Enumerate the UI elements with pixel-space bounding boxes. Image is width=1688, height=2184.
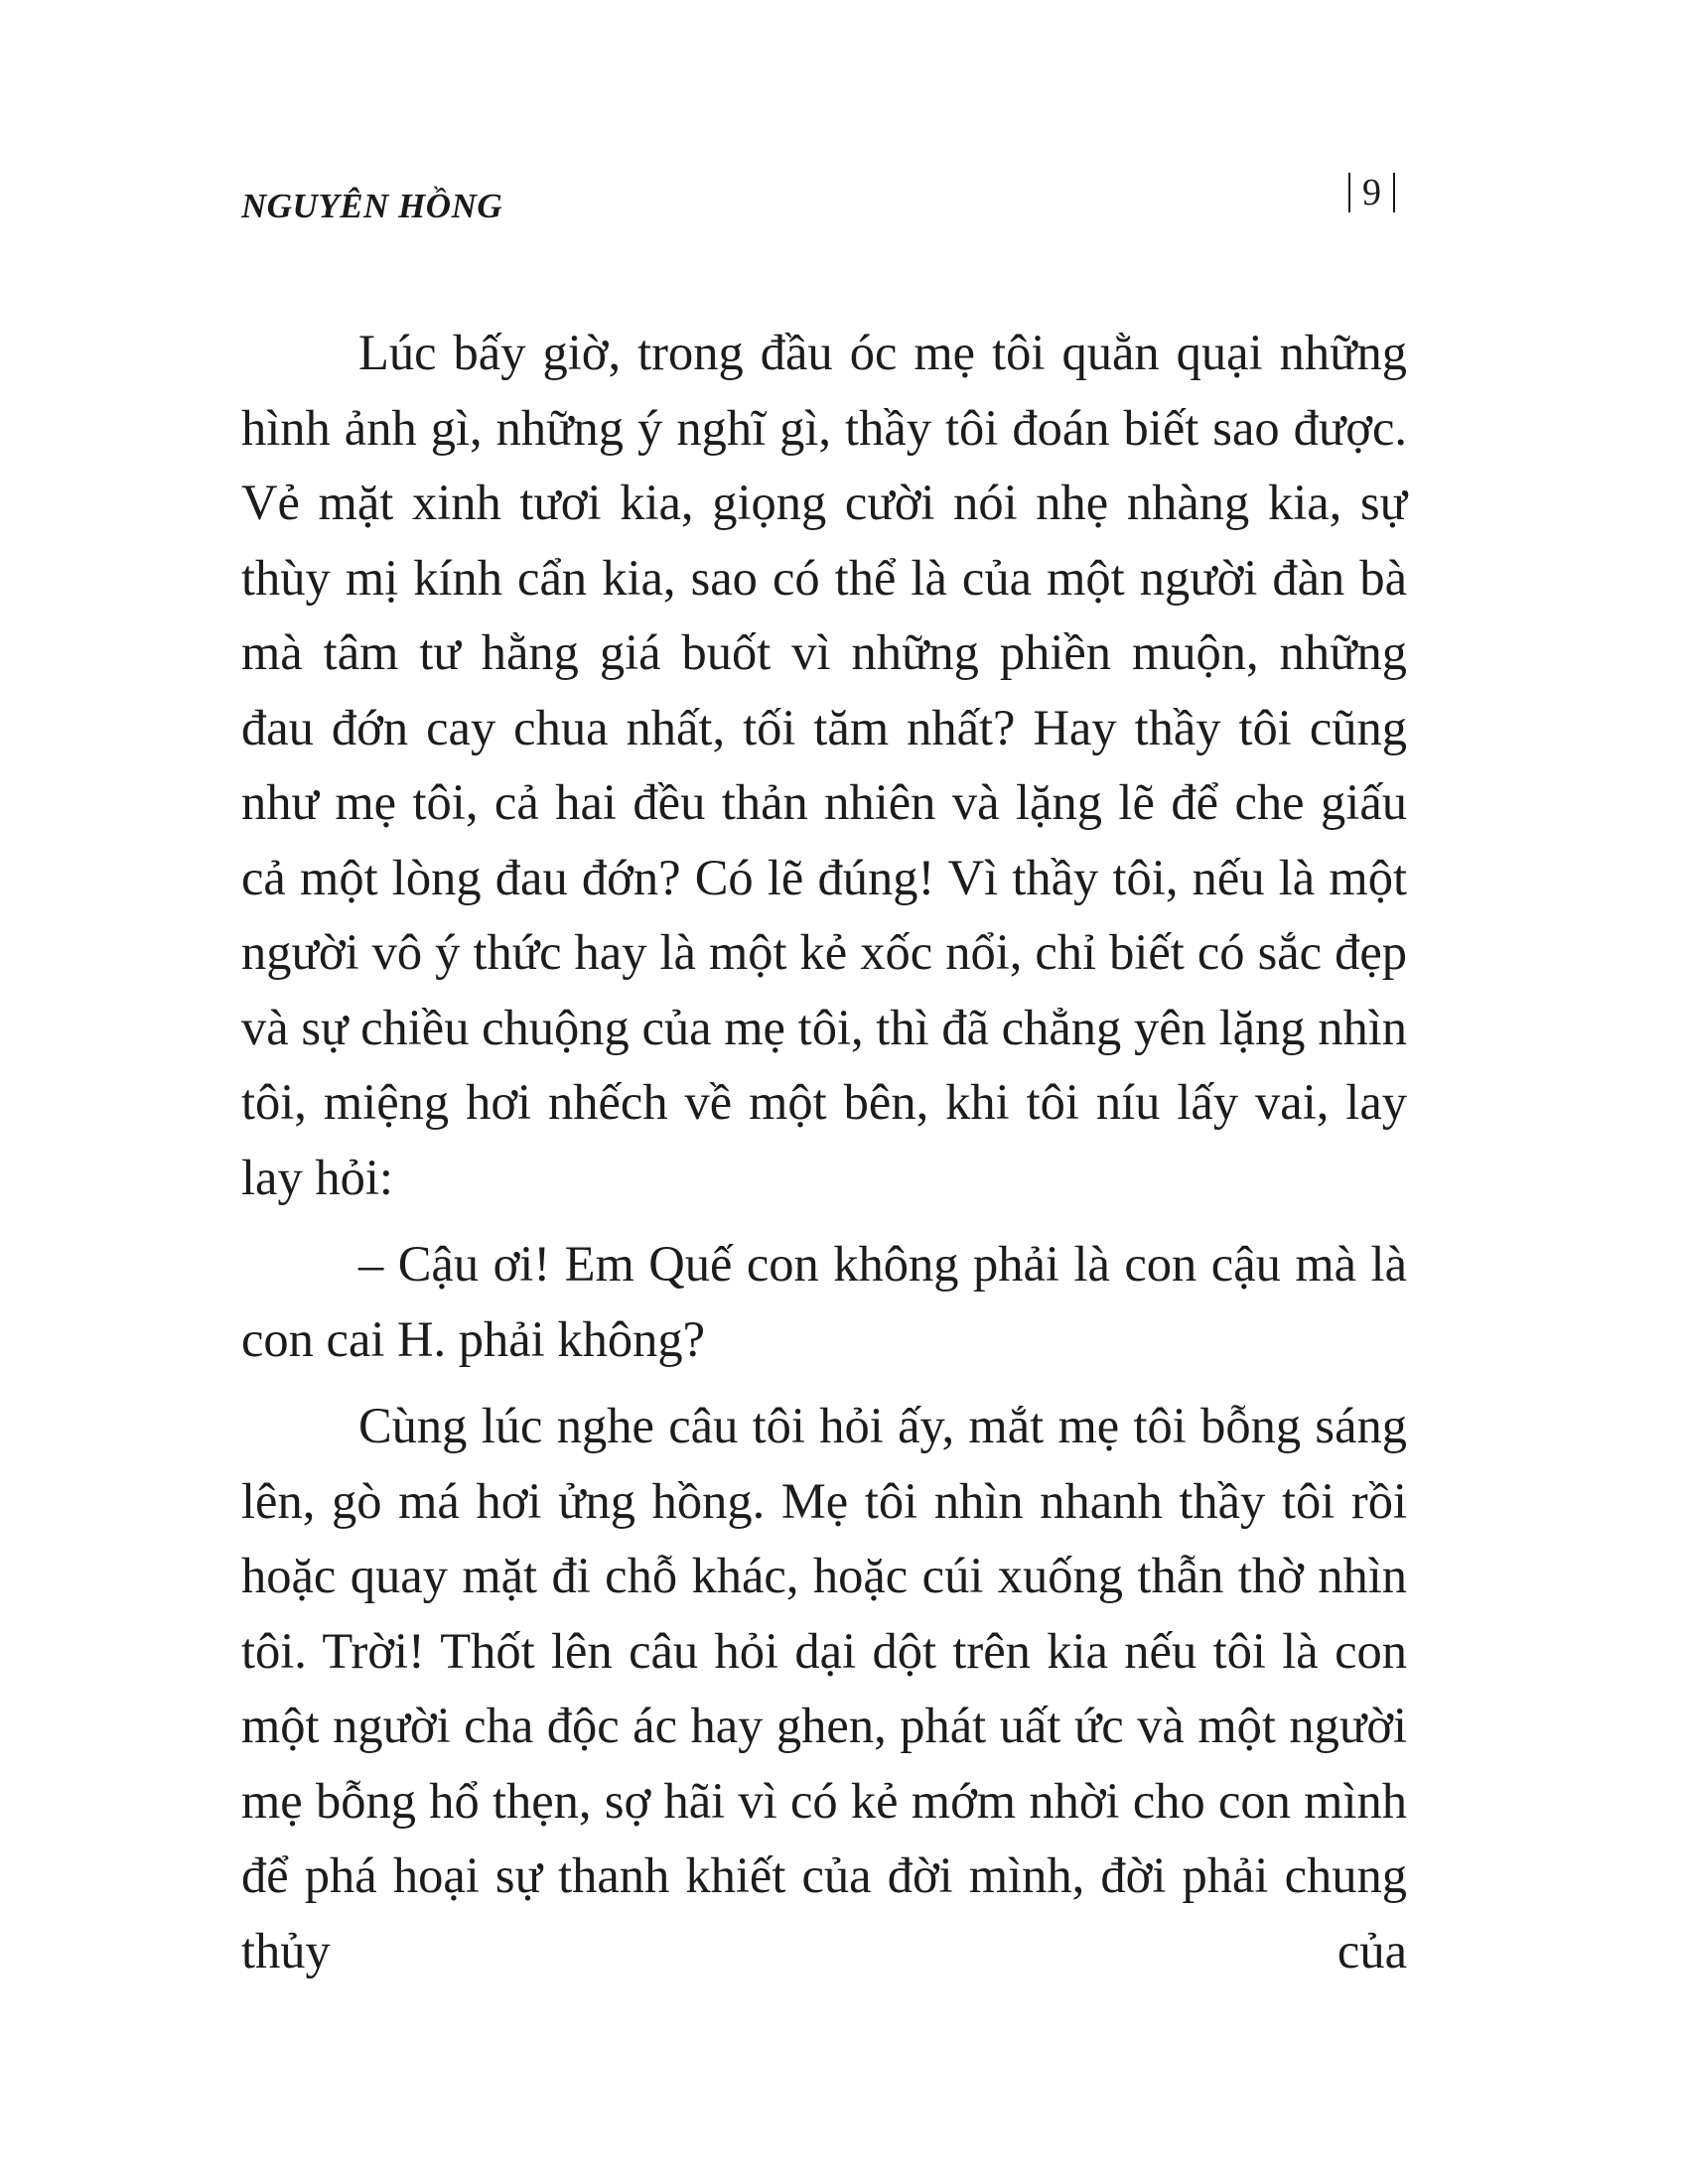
page-number-value: 9	[1362, 172, 1381, 213]
page-number	[1336, 171, 1407, 214]
running-head-author: NGUYÊN HỒNG	[241, 187, 503, 225]
paragraph: Lúc bấy giờ, trong đầu óc mẹ tôi quằn quại những hình ảnh gì, những ý nghĩ gì, thầy tôi đoán biết sao được. Vẻ mặt xinh tươi kia, giọng cười nói nhẹ nhàng kia, sự thùy mị kính cẩn kia, sao có thể là của một người đàn bà mà tâm tư hằng giá buốt vì những phiền muộn, những đau đớn cay chua nhất, tối tăm nhất? Hay thầy tôi cũng như mẹ tôi, cả hai đều thản nhiên và lặng lẽ để che giấu cả một lòng đau đớn? Có lẽ đúng! Vì thầy tôi, nếu là một người vô ý thức hay là một kẻ xốc nổi, chỉ biết có sắc đẹp và sự chiều chuộng của mẹ tôi, thì đã chẳng yên lặng nhìn tôi, miệng hơi nhếch về một bên, khi tôi níu lấy vai, lay lay hỏi:	[241, 325, 1407, 1205]
folio-right-rule	[1393, 173, 1395, 212]
paragraph-dialogue: – Cậu ơi! Em Quế con không phải là con cậu mà là con cai H. phải không?	[241, 1236, 1407, 1367]
body-text	[241, 316, 1407, 1988]
paragraph: Cùng lúc nghe câu tôi hỏi ấy, mắt mẹ tôi bỗng sáng lên, gò má hơi ửng hồng. Mẹ tôi nhìn nhanh thầy tôi rồi hoặc quay mặt đi chỗ khác, hoặc cúi xuống thẫn thờ nhìn tôi. Trời! Thốt lên câu hỏi dại dột trên kia nếu tôi là con một người cha độc ác hay ghen, phát uất ức và một người mẹ bỗng hổ thẹn, sợ hãi vì có kẻ mớm nhời cho con mình để phá hoại sự thanh khiết của đời mình, đời phải chung thủy của	[241, 1398, 1407, 1979]
folio-left-rule	[1348, 173, 1350, 212]
